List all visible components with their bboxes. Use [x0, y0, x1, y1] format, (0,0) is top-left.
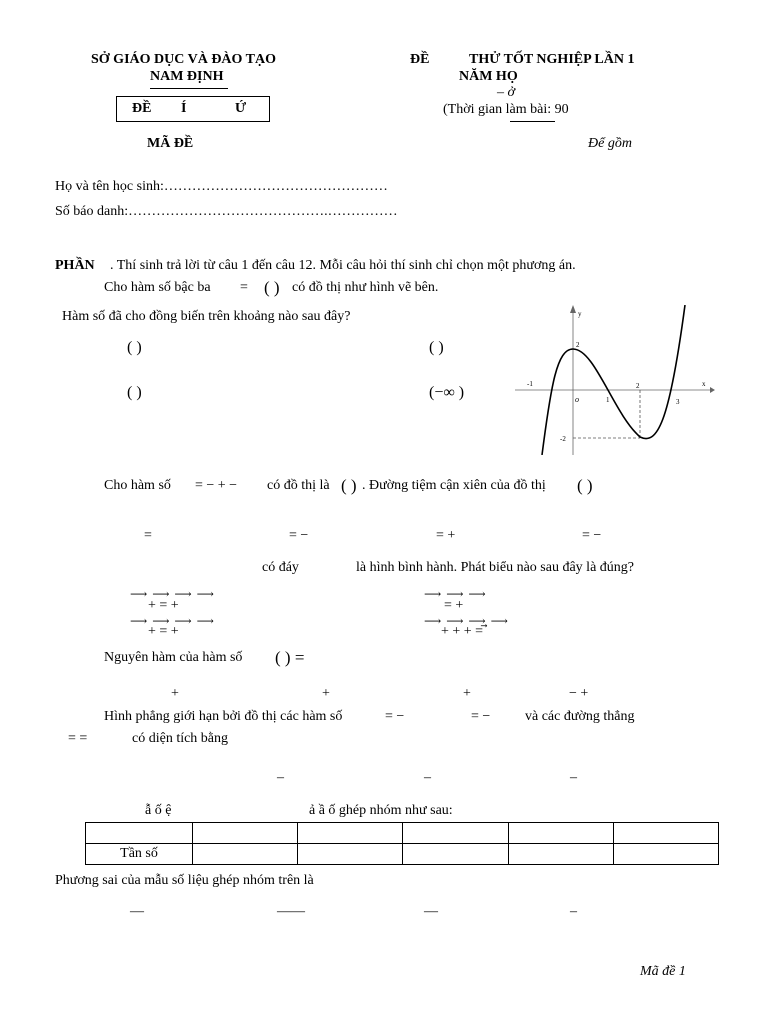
- q6-stem-a: ẫ ố ệ: [145, 803, 172, 818]
- q2-option-b[interactable]: = −: [289, 528, 309, 543]
- table-cell: [613, 844, 718, 865]
- q1-paren: ( ): [264, 278, 280, 297]
- q3-vector-arrows-a1: ⟶ ⟶ ⟶ ⟶: [130, 587, 215, 601]
- box-text-3: Ứ: [235, 101, 247, 116]
- q5-stem-b: và các đường thẳng: [525, 709, 635, 724]
- q5-option-c[interactable]: –: [570, 770, 577, 785]
- exam-label: ĐỀ: [410, 52, 430, 67]
- q2-eq: = − + −: [195, 478, 238, 493]
- q6-stem-b: ả ầ ố ghép nhóm như sau:: [309, 803, 453, 818]
- q2-option-d[interactable]: = −: [582, 528, 602, 543]
- page-footer: Mã đề 1: [640, 964, 686, 979]
- exam-title: THỬ TỐT NGHIỆP LẦN 1: [469, 52, 635, 67]
- cubic-function-graph: [515, 305, 715, 455]
- part-label: PHẦN: [55, 258, 95, 273]
- q3-option-a-line1[interactable]: + = +: [148, 598, 179, 613]
- divider-line: [150, 88, 228, 89]
- x-label: x: [702, 380, 706, 388]
- q5-option-a[interactable]: –: [277, 770, 284, 785]
- q4-stem: Nguyên hàm của hàm số: [104, 650, 243, 665]
- tick-y-minus2: -2: [560, 435, 566, 443]
- table-cell: [298, 823, 403, 844]
- q4-option-a[interactable]: +: [171, 686, 179, 701]
- y-axis-arrow: [570, 305, 576, 313]
- q6-question: Phương sai của mẫu số liệu ghép nhóm trên là: [55, 873, 314, 888]
- q2-paren: ( ): [341, 476, 357, 495]
- box-text-2: Í: [181, 101, 187, 116]
- q3-stem-b: là hình bình hành. Phát biểu nào sau đây là đúng?: [356, 560, 634, 575]
- q2-stem-c: . Đường tiệm cận xiên của đồ thị: [362, 478, 546, 493]
- table-row: [86, 844, 719, 865]
- q4-paren: ( ) =: [275, 648, 305, 667]
- table-cell: [298, 844, 403, 865]
- q2-stem-a: Cho hàm số: [104, 478, 171, 493]
- q5-eq-2: = −: [471, 709, 491, 724]
- q3-vector-arrows-c1: ⟶ ⟶ ⟶: [424, 587, 487, 601]
- curve: [542, 305, 685, 455]
- tick-x-3: 3: [676, 398, 680, 406]
- province-name: NAM ĐỊNH: [150, 69, 224, 84]
- q6-option-b[interactable]: ——: [277, 904, 305, 919]
- q3-option-a-line2[interactable]: + = +: [148, 624, 179, 639]
- exam-time: (Thời gian làm bài: 90: [443, 102, 569, 117]
- student-id-field: Số báo danh:…………………………………….……………: [55, 204, 398, 219]
- table-cell: [193, 844, 298, 865]
- exam-code-label: MÃ ĐỀ: [147, 136, 194, 151]
- table-cell: [403, 823, 508, 844]
- q4-option-d[interactable]: − +: [569, 686, 589, 701]
- q4-option-c[interactable]: +: [463, 686, 471, 701]
- x-axis-arrow: [710, 387, 715, 393]
- q1-option-a[interactable]: ( ): [127, 339, 142, 356]
- frequency-label-cell: Tần số: [86, 844, 193, 865]
- table-row: [86, 823, 719, 844]
- page-count: Để gồm: [588, 136, 632, 151]
- part-instruction: . Thí sinh trả lời từ câu 1 đến câu 12. Mỗi câu hỏi thí sinh chỉ chọn một phương án.: [110, 258, 576, 273]
- q2-stem-b: có đồ thị là: [267, 478, 330, 493]
- q1-option-d[interactable]: (−∞ ): [429, 384, 465, 401]
- q6-option-d[interactable]: –: [570, 904, 577, 919]
- q1-option-c[interactable]: ( ): [127, 384, 142, 401]
- q1-stem-a: Cho hàm số bậc ba: [104, 280, 211, 295]
- q1-stem-b: có đồ thị như hình vẽ bên.: [292, 280, 439, 295]
- q2-option-a[interactable]: =: [144, 528, 152, 543]
- table-cell: [403, 844, 508, 865]
- q5-stem-a: Hình phẳng giới hạn bởi đồ thị các hàm số: [104, 709, 343, 724]
- tick-y-2: 2: [576, 341, 580, 349]
- tick-x-2: 2: [636, 382, 640, 390]
- tick-x-1: 1: [606, 396, 610, 404]
- q3-option-c-line2[interactable]: + + + = ⃗: [441, 624, 488, 639]
- dept-name: SỞ GIÁO DỤC VÀ ĐÀO TẠO: [91, 52, 277, 67]
- box-text-1: ĐỀ: [132, 101, 152, 116]
- q5-line2-text: có diện tích bằng: [132, 731, 229, 746]
- table-cell: [508, 844, 613, 865]
- q1-question: Hàm số đã cho đồng biến trên khoảng nào sau đây?: [62, 309, 351, 324]
- table-cell: [613, 823, 718, 844]
- school-year: NĂM HỌ: [459, 69, 518, 84]
- y-label: y: [578, 310, 582, 318]
- origin-label: o: [575, 395, 579, 404]
- q2-option-c[interactable]: = +: [436, 528, 456, 543]
- q1-option-b[interactable]: ( ): [429, 339, 444, 356]
- q3-option-c-line1[interactable]: = +: [444, 598, 464, 613]
- student-name-field: Họ và tên học sinh:…………………………………………: [55, 179, 388, 194]
- time-underline: [510, 121, 555, 122]
- q3-stem-a: có đáy: [262, 560, 299, 575]
- q5-eq-1: = −: [385, 709, 405, 724]
- q5-option-b[interactable]: –: [424, 770, 431, 785]
- subject-line: – ở: [497, 85, 515, 100]
- q6-option-c[interactable]: —: [424, 904, 438, 919]
- q2-paren-2: ( ): [577, 476, 593, 495]
- q3-vector-arrows-c2: ⟶ ⟶ ⟶ ⟶: [424, 614, 509, 628]
- q1-eq: =: [240, 280, 248, 295]
- q3-vector-arrows-a2: ⟶ ⟶ ⟶ ⟶: [130, 614, 215, 628]
- table-cell: [86, 823, 193, 844]
- q5-line2-eq: = =: [68, 731, 88, 746]
- tick-x-minus1: -1: [527, 380, 533, 388]
- frequency-table: [85, 822, 719, 865]
- q4-option-b[interactable]: +: [322, 686, 330, 701]
- table-cell: [193, 823, 298, 844]
- q6-option-a[interactable]: —: [130, 904, 144, 919]
- table-cell: [508, 823, 613, 844]
